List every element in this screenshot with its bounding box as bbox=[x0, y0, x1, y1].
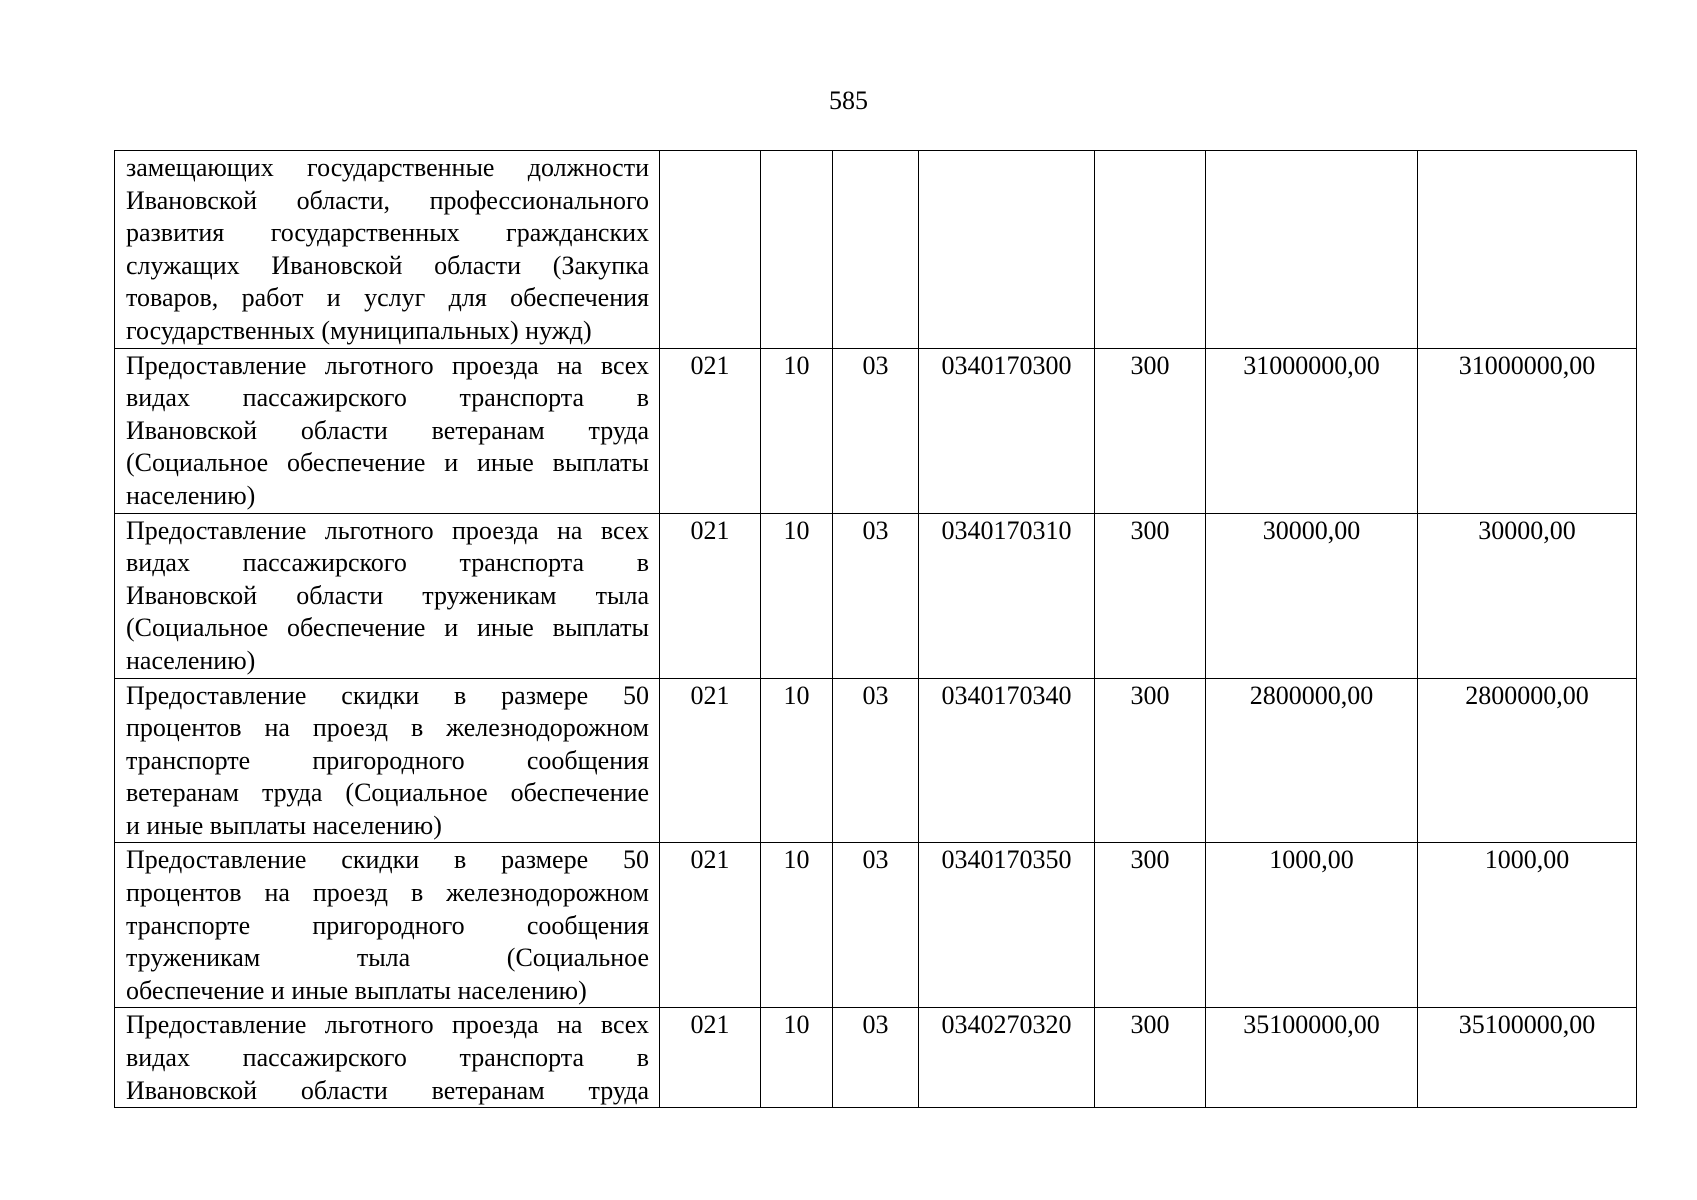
expense-type-cell: 300 bbox=[1095, 678, 1206, 843]
description-line: Ивановской области ветеранам труда bbox=[126, 415, 649, 445]
section-code-cell: 10 bbox=[761, 678, 833, 843]
table-row bbox=[115, 151, 1637, 349]
description-line: Предоставление льготного проезда на всех bbox=[126, 350, 649, 380]
amount-year-2-cell: 35100000,00 bbox=[1418, 1008, 1637, 1108]
amount-year-2-cell: 2800000,00 bbox=[1418, 678, 1637, 843]
subsection-code-cell: 03 bbox=[833, 843, 919, 1008]
description-line: и иные выплаты населению) bbox=[126, 810, 442, 840]
subsection-code-cell: 03 bbox=[833, 348, 919, 513]
ministry-code-cell bbox=[660, 151, 761, 349]
description-line: Предоставление скидки в размере 50 bbox=[126, 680, 649, 710]
description-line: Предоставление скидки в размере 50 bbox=[126, 845, 649, 875]
target-article-cell: 0340170350 bbox=[919, 843, 1095, 1008]
description-line: Ивановской области, профессионального bbox=[126, 185, 649, 215]
description-line: служащих Ивановской области (Закупка bbox=[126, 250, 649, 280]
subsection-code-cell: 03 bbox=[833, 678, 919, 843]
subsection-code-cell: 03 bbox=[833, 513, 919, 678]
description-line: товаров, работ и услуг для обеспечения bbox=[126, 283, 649, 313]
target-article-cell: 0340270320 bbox=[919, 1008, 1095, 1108]
amount-year-1-cell: 30000,00 bbox=[1206, 513, 1418, 678]
description-line: процентов на проезд в железнодорожном bbox=[126, 878, 649, 908]
amount-year-1-cell bbox=[1206, 151, 1418, 349]
section-code-cell: 10 bbox=[761, 843, 833, 1008]
description-cell bbox=[115, 513, 660, 678]
description-line: транспорте пригородного сообщения bbox=[126, 910, 649, 940]
expense-type-cell bbox=[1095, 151, 1206, 349]
description-line: ветеранам труда (Социальное обеспечение bbox=[126, 778, 649, 808]
description-cell bbox=[115, 1008, 660, 1108]
description-line: государственных (муниципальных) нужд) bbox=[126, 315, 592, 345]
section-code-cell: 10 bbox=[761, 1008, 833, 1108]
description-line: Ивановской области ветеранам труда bbox=[126, 1075, 649, 1105]
subsection-code-cell bbox=[833, 151, 919, 349]
amount-year-2-cell: 30000,00 bbox=[1418, 513, 1637, 678]
description-line: (Социальное обеспечение и иные выплаты bbox=[126, 613, 649, 643]
table-body bbox=[115, 151, 1637, 1108]
subsection-code-cell: 03 bbox=[833, 1008, 919, 1108]
description-line: Предоставление льготного проезда на всех bbox=[126, 515, 649, 545]
section-code-cell bbox=[761, 151, 833, 349]
amount-year-2-cell bbox=[1418, 151, 1637, 349]
table-row bbox=[115, 513, 1637, 678]
amount-year-1-cell: 1000,00 bbox=[1206, 843, 1418, 1008]
table-row bbox=[115, 348, 1637, 513]
description-cell bbox=[115, 151, 660, 349]
description-cell bbox=[115, 678, 660, 843]
amount-year-2-cell: 31000000,00 bbox=[1418, 348, 1637, 513]
ministry-code-cell: 021 bbox=[660, 513, 761, 678]
description-cell bbox=[115, 348, 660, 513]
ministry-code-cell: 021 bbox=[660, 843, 761, 1008]
amount-year-1-cell: 35100000,00 bbox=[1206, 1008, 1418, 1108]
table-row bbox=[115, 843, 1637, 1008]
description-line: труженикам тыла (Социальное bbox=[126, 943, 649, 973]
section-code-cell: 10 bbox=[761, 513, 833, 678]
description-line: видах пассажирского транспорта в bbox=[126, 1043, 649, 1073]
section-code-cell: 10 bbox=[761, 348, 833, 513]
description-line: обеспечение и иные выплаты населению) bbox=[126, 975, 587, 1005]
description-line: развития государственных гражданских bbox=[126, 218, 649, 248]
description-line: Ивановской области труженикам тыла bbox=[126, 580, 649, 610]
table-row bbox=[115, 1008, 1637, 1108]
expense-type-cell: 300 bbox=[1095, 843, 1206, 1008]
target-article-cell: 0340170310 bbox=[919, 513, 1095, 678]
page-number: 585 bbox=[829, 86, 868, 115]
amount-year-1-cell: 31000000,00 bbox=[1206, 348, 1418, 513]
description-line: населению) bbox=[126, 645, 256, 675]
description-line: населению) bbox=[126, 480, 256, 510]
table-row bbox=[115, 678, 1637, 843]
amount-year-2-cell: 1000,00 bbox=[1418, 843, 1637, 1008]
budget-table bbox=[114, 150, 1637, 1108]
expense-type-cell: 300 bbox=[1095, 1008, 1206, 1108]
target-article-cell: 0340170300 bbox=[919, 348, 1095, 513]
description-line: видах пассажирского транспорта в bbox=[126, 383, 649, 413]
target-article-cell bbox=[919, 151, 1095, 349]
ministry-code-cell: 021 bbox=[660, 1008, 761, 1108]
description-line: Предоставление льготного проезда на всех bbox=[126, 1010, 649, 1040]
description-line: (Социальное обеспечение и иные выплаты bbox=[126, 448, 649, 478]
description-line: замещающих государственные должности bbox=[126, 153, 649, 182]
ministry-code-cell: 021 bbox=[660, 348, 761, 513]
expense-type-cell: 300 bbox=[1095, 513, 1206, 678]
ministry-code-cell: 021 bbox=[660, 678, 761, 843]
description-line: транспорте пригородного сообщения bbox=[126, 745, 649, 775]
description-line: видах пассажирского транспорта в bbox=[126, 548, 649, 578]
expense-type-cell: 300 bbox=[1095, 348, 1206, 513]
description-line: процентов на проезд в железнодорожном bbox=[126, 713, 649, 743]
description-cell bbox=[115, 843, 660, 1008]
target-article-cell: 0340170340 bbox=[919, 678, 1095, 843]
amount-year-1-cell: 2800000,00 bbox=[1206, 678, 1418, 843]
